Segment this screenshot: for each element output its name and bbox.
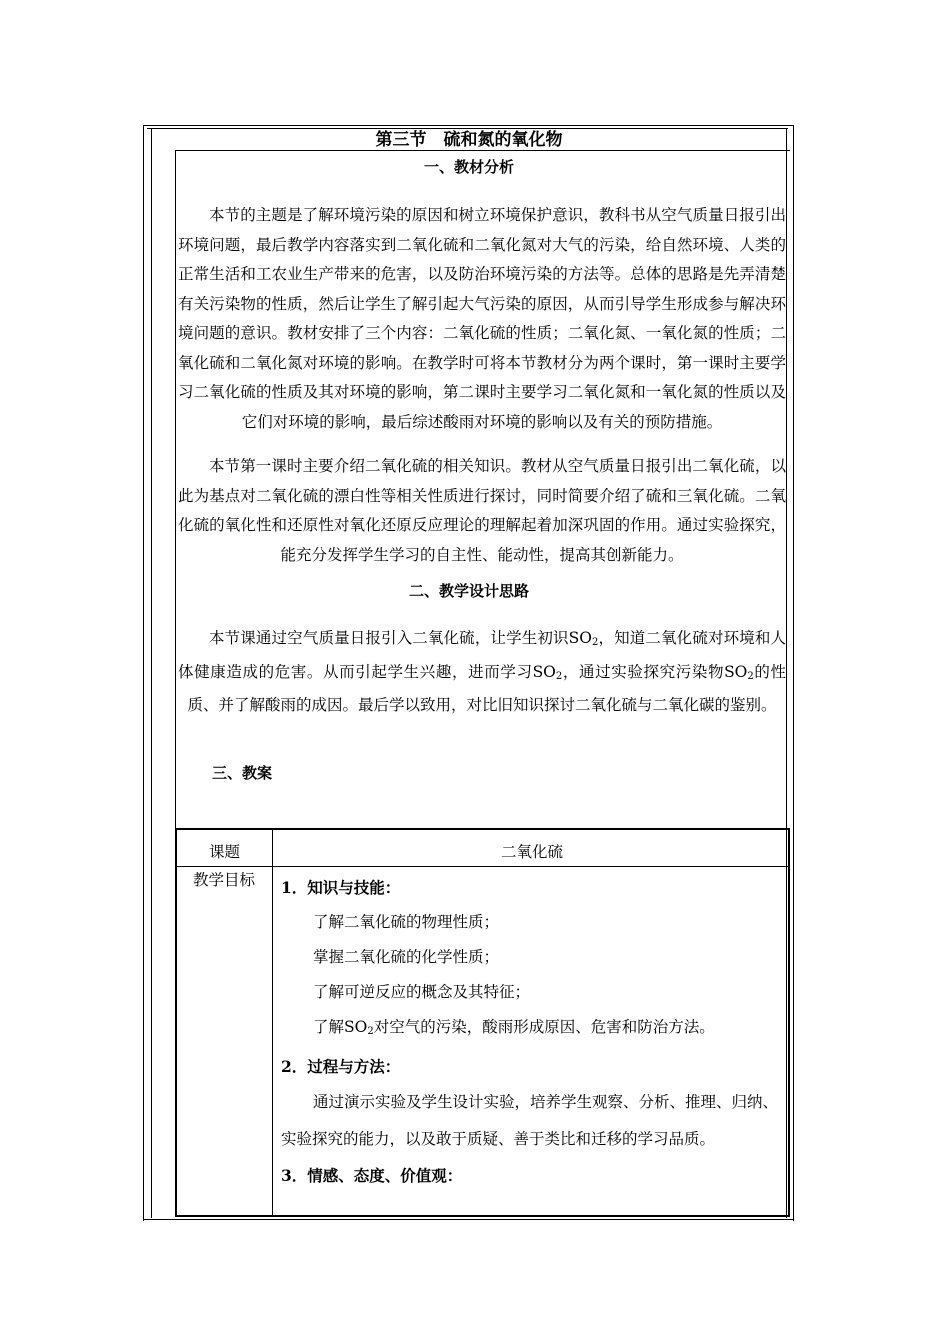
subscript: 2 [591,637,599,648]
objectives-cell [281,870,781,1193]
text-run: ，通过实验探究污染物SO [562,662,748,681]
section-heading-plan: 三、教案 [212,764,273,782]
paragraph-text [178,624,786,721]
objective-heading: 3．情感、态度、价值观： [281,1166,463,1185]
row-label-topic: 课题 [209,843,241,861]
objective-item: 掌握二氧化硫的化学性质； [313,948,500,966]
analysis-paragraph-1 [178,201,786,437]
section-heading-analysis: 一、教材分析 [423,158,514,176]
table-divider [272,830,273,1215]
text-run: 了解SO [313,1018,368,1036]
analysis-paragraph-2 [178,452,786,570]
subscript: 2 [367,1026,374,1037]
objective-paragraph: 通过演示实验及学生设计实验，培养学生观察、分析、推理、归纳、实验探究的能力，以及敢于质疑、善于类比和迁移的学习品质。 [281,1093,779,1148]
objective-heading: 2．过程与方法： [281,1057,401,1076]
subscript: 2 [555,670,563,682]
topic-value: 二氧化硫 [501,843,564,861]
lesson-plan-table [175,828,790,1217]
objective-heading: 1．知识与技能： [281,878,401,897]
objective-item: 了解二氧化硫的物理性质； [313,913,500,931]
paragraph-text: 本节的主题是了解环境污染的原因和树立环境保护意识，教科书从空气质量日报引出环境问题，最后教学内容落实到二氧化硫和二氧化氮对大气的污染，给自然环境、人类的正常生活和工农业生产带来的危害，以及防治环境污染的方法等。总体的思路是先弄清楚有关污染物的性质，然后让学生了解引起大气污染的原因，从而引导学生形成参与解决环境问题的意识。教材安排了三个内容：二氧化硫的性质；二氧化氮、一氧化氮的性质；二氧化硫和二氧化氮对环境的影响。在教学时可将本节教材分为两个课时，第一课时主要学习二氧化硫的性质及其对环境的影响，第二课时主要学习二氧化氮和一氧化氮的性质以及它们对环境的影响，最后综述酸雨对环境的影响以及有关的预防措施。 [178,206,786,431]
text-run: ，知道二氧化硫对环境和人体健康造成的危害。从而引起学生兴趣，进而学习SO [178,629,786,681]
row-label-objectives: 教学目标 [193,871,256,889]
paragraph-text: 本节第一课时主要介绍二氧化硫的相关知识。教材从空气质量日报引出二氧化硫，以此为基点对二氧化硫的漂白性等相关性质进行探讨，同时简要介绍了硫和三氧化硫。二氧化硫的氧化性和还原性对氧化还原反应理论的理解起着加深巩固的作用。通过实验探究，能充分发挥学生学习的自主性、能动性，提高其创新能力。 [178,457,786,564]
text-run: 本节课通过空气质量日报引入二氧化硫，让学生初识SO [209,629,592,647]
frame-line [143,1219,793,1220]
design-paragraph [178,624,786,721]
page-title: 第三节 硫和氮的氧化物 [375,130,563,150]
section-heading-design: 二、教学设计思路 [408,582,529,600]
frame-line [151,128,152,1218]
subscript: 2 [747,670,754,682]
text-run: 对空气的污染，酸雨形成原因、危害和防治方法。 [373,1018,715,1036]
objective-item [281,1010,781,1049]
text-run: 的性质、并了解酸雨的成因。最后学以致用，对比旧知识探讨二氧化硫与二氧化碳的鉴别。 [187,662,786,714]
table-divider [177,866,788,867]
objective-item: 了解可逆反应的概念及其特征； [313,983,531,1001]
